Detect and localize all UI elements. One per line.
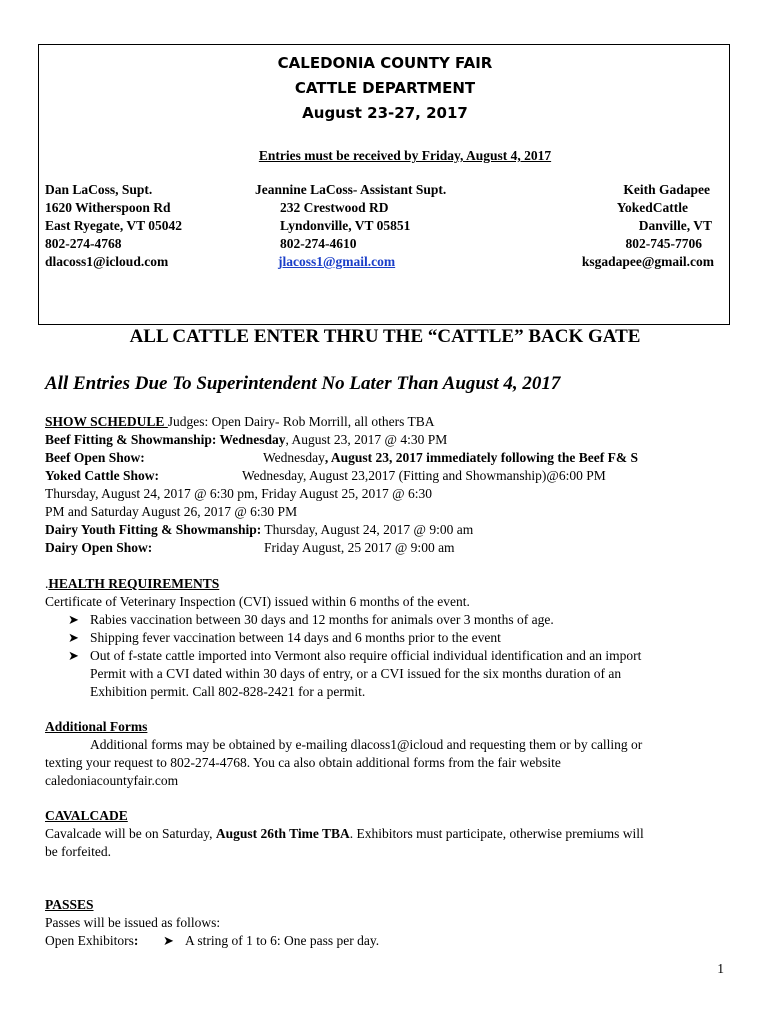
health-bullet-2: Shipping fever vaccination between 14 days and 6 months prior to the event bbox=[90, 630, 501, 645]
dairy-open-label: Dairy Open Show: bbox=[45, 540, 153, 555]
schedule-thursday-line: Thursday, August 24, 2017 @ 6:30 pm, Friday August 25, 2017 @ 6:30 bbox=[45, 486, 432, 501]
dairy-open-value: Friday August, 25 2017 @ 9:00 am bbox=[264, 540, 455, 555]
arrow-bullet-icon: ➤ bbox=[163, 933, 174, 948]
health-bullet-3-line-2: Permit with a CVI dated within 30 days of entry, or a CVI issued for the six months duration of an bbox=[90, 666, 622, 681]
yoked-label: Yoked Cattle Show: bbox=[45, 468, 160, 483]
beef-fitting-label: Beef Fitting & Showmanship: Wednesday bbox=[45, 432, 286, 447]
dairy-youth-line bbox=[45, 522, 473, 538]
forms-line-2: texting your request to 802-274-4768. You ca also obtain additional forms from the fair website bbox=[45, 755, 561, 770]
forms-heading: Additional Forms bbox=[45, 719, 148, 734]
contact-3-city: Danville, VT bbox=[638, 218, 712, 233]
health-heading: HEALTH REQUIREMENTS bbox=[48, 576, 220, 591]
beef-fitting-line bbox=[45, 432, 447, 448]
contact-3-phone: 802-745-7706 bbox=[625, 236, 702, 251]
cavalcade-line-2: be forfeited. bbox=[45, 844, 111, 859]
dairy-open-line bbox=[45, 540, 152, 556]
health-heading-line bbox=[45, 576, 219, 592]
arrow-bullet-icon: ➤ bbox=[68, 630, 79, 645]
entries-due-banner: All Entries Due To Superintendent No Later Than August 4, 2017 bbox=[45, 373, 561, 394]
beef-open-rest: , August 23, 2017 immediately following the Beef F& S bbox=[324, 450, 639, 465]
contact-2-phone: 802-274-4610 bbox=[280, 236, 357, 251]
schedule-heading: SHOW SCHEDULE bbox=[45, 414, 168, 429]
contact-2-city: Lyndonville, VT 05851 bbox=[280, 218, 411, 233]
contact-2-address: 232 Crestwood RD bbox=[280, 200, 389, 215]
entry-deadline: Entries must be received by Friday, August 4, 2017 bbox=[258, 148, 552, 163]
health-bullet-1: Rabies vaccination between 30 days and 12 months for animals over 3 months of age. bbox=[90, 612, 554, 627]
contact-3-address: YokedCattle bbox=[616, 200, 688, 215]
contact-1-address: 1620 Witherspoon Rd bbox=[45, 200, 171, 215]
contact-1-name: Dan LaCoss, Supt. bbox=[45, 182, 153, 197]
forms-line-3: caledoniacountyfair.com bbox=[45, 773, 179, 788]
page-number: 1 bbox=[717, 961, 724, 976]
yoked-line bbox=[45, 468, 159, 484]
health-prefix: . bbox=[45, 576, 49, 591]
contact-1-phone: 802-274-4768 bbox=[45, 236, 122, 251]
schedule-saturday-line: PM and Saturday August 26, 2017 @ 6:30 PM bbox=[45, 504, 298, 519]
health-intro: Certificate of Veterinary Inspection (CVI) issued within 6 months of the event. bbox=[45, 594, 470, 609]
fair-title: CALEDONIA COUNTY FAIR bbox=[277, 54, 493, 72]
arrow-bullet-icon: ➤ bbox=[68, 648, 79, 663]
passes-colon: : bbox=[133, 933, 139, 948]
contact-3-email: ksgadapee@gmail.com bbox=[581, 254, 714, 269]
passes-line-2 bbox=[45, 933, 138, 949]
beef-open-line bbox=[45, 450, 145, 466]
judges-text: Judges: Open Dairy- Rob Morrill, all others TBA bbox=[167, 414, 435, 429]
cavalcade-heading: CAVALCADE bbox=[45, 808, 128, 823]
dairy-youth-value: Thursday, August 24, 2017 @ 9:00 am bbox=[261, 522, 474, 537]
cavalcade-date: August 26th Time TBA bbox=[215, 826, 350, 841]
cavalcade-text-c: . Exhibitors must participate, otherwise premiums will bbox=[349, 826, 644, 841]
health-bullet-3-line-3: Exhibition permit. Call 802-828-2421 for a permit. bbox=[90, 684, 366, 699]
cavalcade-line-1 bbox=[45, 826, 644, 842]
contact-3-name: Keith Gadapee bbox=[623, 182, 710, 197]
fair-dates: August 23-27, 2017 bbox=[302, 104, 468, 122]
passes-open-exhibitors-value: A string of 1 to 6: One pass per day. bbox=[185, 933, 380, 948]
contact-2-email-link[interactable]: jlacoss1@gmail.com bbox=[278, 254, 396, 269]
cavalcade-text-a: Cavalcade will be on Saturday, bbox=[45, 826, 216, 841]
dairy-youth-label: Dairy Youth Fitting & Showmanship: bbox=[45, 522, 262, 537]
schedule-heading-line bbox=[45, 414, 435, 430]
beef-open-label: Beef Open Show: bbox=[45, 450, 145, 465]
cattle-gate-banner: ALL CATTLE ENTER THRU THE “CATTLE” BACK GATE bbox=[129, 326, 641, 347]
contact-1-city: East Ryegate, VT 05042 bbox=[45, 218, 183, 233]
passes-line-1: Passes will be issued as follows: bbox=[45, 915, 221, 930]
passes-open-exhibitors-label: Open Exhibitors bbox=[45, 933, 134, 948]
yoked-value: Wednesday, August 23,2017 (Fitting and Showmanship)@6:00 PM bbox=[242, 468, 606, 483]
beef-open-day: Wednesday bbox=[263, 450, 325, 465]
health-bullet-3-line-1: Out of f-state cattle imported into Vermont also require official individual identification and an import bbox=[90, 648, 642, 663]
contact-2-name: Jeannine LaCoss- Assistant Supt. bbox=[255, 182, 447, 197]
beef-fitting-value: , August 23, 2017 @ 4:30 PM bbox=[285, 432, 448, 447]
beef-open-value bbox=[263, 450, 638, 466]
arrow-bullet-icon: ➤ bbox=[68, 612, 79, 627]
passes-heading: PASSES bbox=[45, 897, 94, 912]
contact-1-email: dlacoss1@icloud.com bbox=[45, 254, 169, 269]
department-title: CATTLE DEPARTMENT bbox=[294, 79, 476, 97]
forms-line-1: Additional forms may be obtained by e-mailing dlacoss1@icloud and requesting them or by calling or bbox=[90, 737, 643, 752]
